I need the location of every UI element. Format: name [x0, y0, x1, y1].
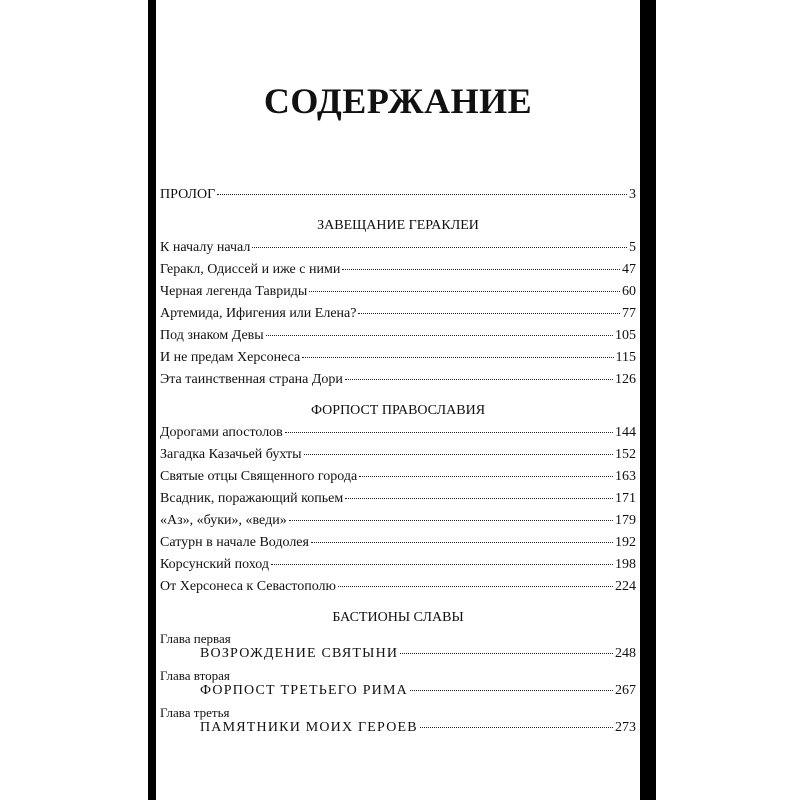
- toc-entry-page: 77: [622, 306, 636, 321]
- leader-dots: [285, 432, 613, 433]
- leader-dots: [400, 653, 613, 654]
- toc-entry-page: 3: [629, 187, 636, 202]
- toc-entry-page: 47: [622, 262, 636, 277]
- chapter-label: Глава первая: [160, 631, 231, 646]
- contents-page: [160, 0, 636, 800]
- toc-entry-title: Святые отцы Священного города: [160, 469, 358, 484]
- toc-entry-title: Черная легенда Тавриды: [160, 284, 308, 299]
- toc-entry-chapter[interactable]: [200, 645, 636, 663]
- toc-entry-page: 152: [615, 447, 636, 462]
- toc-entry[interactable]: [160, 349, 636, 367]
- leader-dots: [304, 454, 613, 455]
- leader-dots: [420, 727, 613, 728]
- toc-entry-page: 267: [615, 683, 636, 698]
- toc-entry-page: 60: [622, 284, 636, 299]
- toc-entry-title: Корсунский поход: [160, 557, 269, 572]
- chapter-label: Глава третья: [160, 705, 230, 720]
- toc-entry-title: Всадник, поражающий копьем: [160, 491, 344, 506]
- leader-dots: [252, 247, 627, 248]
- toc-entry[interactable]: [160, 327, 636, 345]
- leader-dots: [358, 313, 620, 314]
- leader-dots: [311, 542, 613, 543]
- toc-entry-title: Дорогами апостолов: [160, 425, 283, 440]
- right-page-edge: [640, 0, 656, 800]
- toc-entry[interactable]: [160, 556, 636, 574]
- toc-entry-page: 115: [615, 350, 636, 365]
- toc-entry[interactable]: [160, 468, 636, 486]
- toc-entry-title: Эта таинственная страна Дори: [160, 372, 343, 387]
- toc-entry[interactable]: [160, 283, 636, 301]
- toc-entry-title: Загадка Казачьей бухты: [160, 447, 302, 462]
- toc-entry-page: 248: [615, 646, 636, 661]
- leader-dots: [217, 194, 627, 195]
- toc-entry-title: ПАМЯТНИКИ МОИХ ГЕРОЕВ: [200, 720, 418, 735]
- leader-dots: [271, 564, 613, 565]
- toc-entry-title: От Херсонеса к Севастополю: [160, 579, 336, 594]
- leader-dots: [345, 379, 613, 380]
- toc-entry-page: 192: [615, 535, 636, 550]
- toc-entry-prologue[interactable]: [160, 186, 636, 204]
- toc-entry[interactable]: [160, 305, 636, 323]
- leader-dots: [266, 335, 613, 336]
- toc-entry-chapter[interactable]: [200, 682, 636, 700]
- toc-entry-page: 171: [615, 491, 636, 506]
- toc-entry[interactable]: [160, 534, 636, 552]
- toc-entry-page: 144: [615, 425, 636, 440]
- toc-entry[interactable]: [160, 446, 636, 464]
- leader-dots: [359, 476, 613, 477]
- toc-entry-title: И не предам Херсонеса: [160, 350, 301, 365]
- toc-entry[interactable]: [160, 424, 636, 442]
- toc-entry[interactable]: [160, 578, 636, 596]
- leader-dots: [410, 690, 613, 691]
- toc-entry-title: Под знаком Девы: [160, 328, 264, 343]
- toc-entry-title: Геракл, Одиссей и иже с ними: [160, 262, 341, 277]
- toc-entry[interactable]: [160, 371, 636, 389]
- toc-entry-chapter[interactable]: [200, 719, 636, 737]
- toc-entry-title: «Аз», «буки», «веди»: [160, 513, 287, 528]
- toc-entry[interactable]: [160, 490, 636, 508]
- leader-dots: [345, 498, 613, 499]
- section-heading: БАСТИОНЫ СЛАВЫ: [332, 610, 464, 625]
- page-title: СОДЕРЖАНИЕ: [263, 81, 533, 121]
- leader-dots: [302, 357, 613, 358]
- toc-entry-page: 273: [615, 720, 636, 735]
- section-heading: ФОРПОСТ ПРАВОСЛАВИЯ: [310, 403, 486, 418]
- toc-entry[interactable]: [160, 261, 636, 279]
- leader-dots: [309, 291, 620, 292]
- leader-dots: [338, 586, 613, 587]
- toc-entry-page: 105: [615, 328, 636, 343]
- left-page-edge: [148, 0, 156, 800]
- toc-entry-title: ПРОЛОГ: [160, 187, 216, 202]
- toc-entry-title: К началу начал: [160, 240, 251, 255]
- toc-entry-title: Артемида, Ифигения или Елена?: [160, 306, 357, 321]
- toc-entry-page: 5: [629, 240, 636, 255]
- toc-entry[interactable]: [160, 239, 636, 257]
- toc-entry-title: ФОРПОСТ ТРЕТЬЕГО РИМА: [200, 683, 408, 698]
- leader-dots: [289, 520, 613, 521]
- section-heading: ЗАВЕЩАНИЕ ГЕРАКЛЕИ: [317, 218, 479, 233]
- toc-entry-page: 179: [615, 513, 636, 528]
- leader-dots: [342, 269, 620, 270]
- toc-entry-page: 224: [615, 579, 636, 594]
- toc-entry-page: 126: [615, 372, 636, 387]
- toc-entry-title: ВОЗРОЖДЕНИЕ СВЯТЫНИ: [200, 646, 399, 661]
- chapter-label: Глава вторая: [160, 668, 230, 683]
- toc-entry-title: Сатурн в начале Водолея: [160, 535, 309, 550]
- toc-entry-page: 198: [615, 557, 636, 572]
- toc-entry-page: 163: [615, 469, 636, 484]
- toc-entry[interactable]: [160, 512, 636, 530]
